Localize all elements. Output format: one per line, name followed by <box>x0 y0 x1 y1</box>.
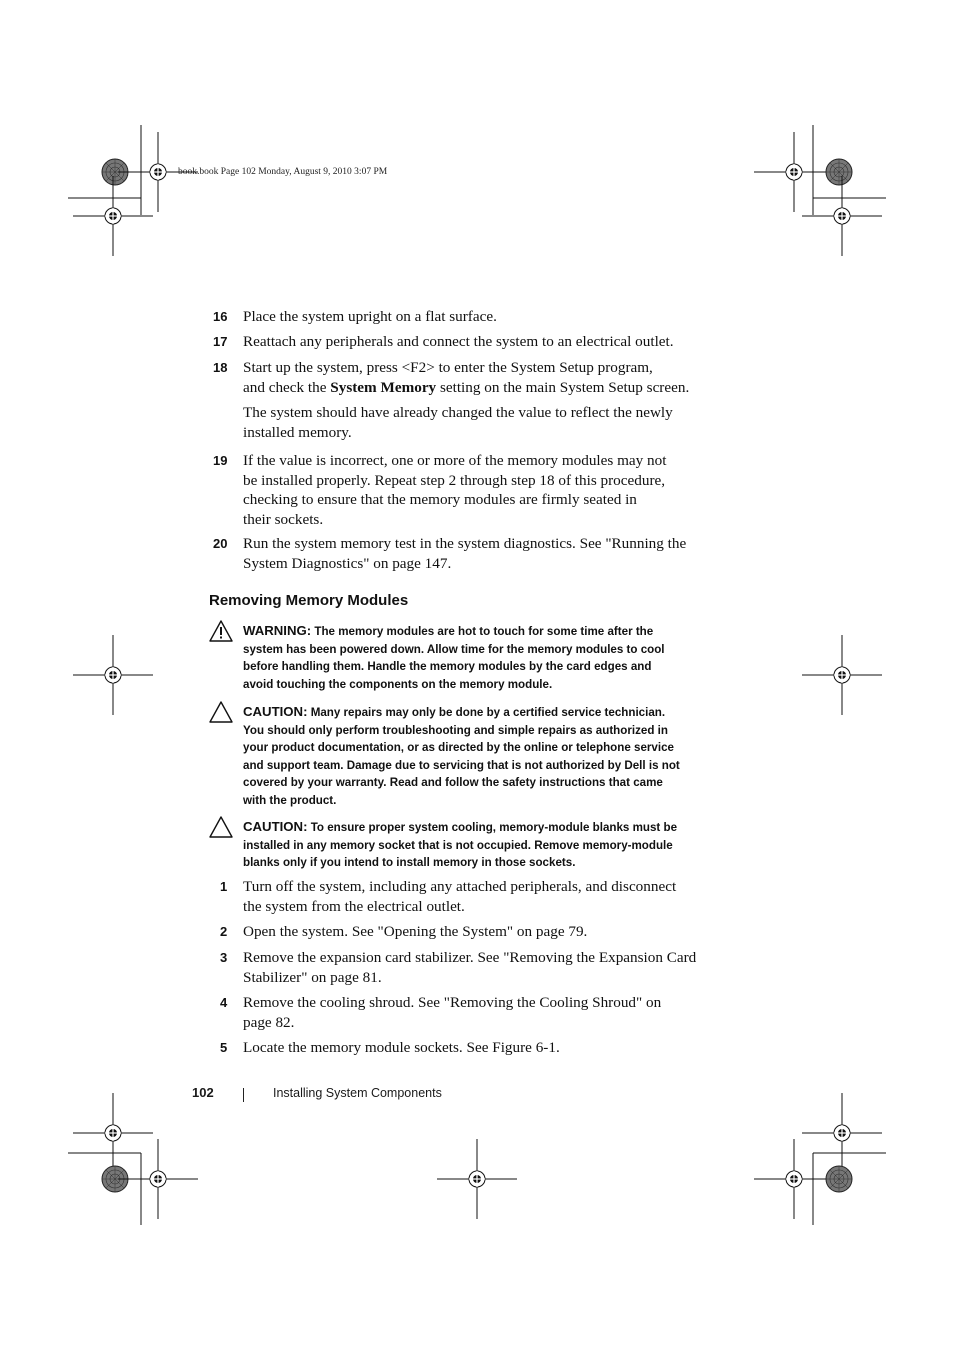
step-line: If the value is incorrect, one or more of the memory modules may not <box>243 452 667 469</box>
step-number: 3 <box>220 950 228 965</box>
step-line: Locate the memory module sockets. See Figure 6-1. <box>243 1039 560 1056</box>
caution-icon <box>208 700 234 724</box>
step-line: the system from the electrical outlet. <box>243 897 465 915</box>
step-line: Remove the cooling shroud. See "Removing the Cooling Shroud" on <box>243 994 662 1011</box>
step-line: Start up the system, press <F2> to enter the System Setup program, <box>243 359 653 376</box>
step-text <box>243 451 666 529</box>
step-line: Place the system upright on a flat surface. <box>243 308 497 325</box>
step-line: Remove the expansion card stabilizer. See "Removing the Expansion Card <box>243 949 697 966</box>
step-text <box>243 922 587 942</box>
step-line: Turn off the system, including any attached peripherals, and disconnect <box>243 878 677 895</box>
notice-line <box>243 703 713 722</box>
notice-line: installed in any memory socket that is not occupied. Remove memory-module <box>243 838 673 852</box>
step-line: Stabilizer" on page 81. <box>243 968 382 986</box>
step-line: System Diagnostics" on page 147. <box>243 554 452 572</box>
step-line <box>243 378 689 398</box>
step-text <box>243 534 686 573</box>
step-line: Reattach any peripherals and connect the system to an electrical outlet. <box>243 333 674 350</box>
print-header: book.book Page 102 Monday, August 9, 2010 3:07 PM <box>178 167 388 177</box>
step-line: The system should have already changed the value to reflect the newly <box>243 404 673 421</box>
step-number: 1 <box>220 879 228 894</box>
notice-line: before handling them. Handle the memory modules by the card edges and <box>243 660 652 673</box>
text-run: To ensure proper system cooling, memory-module blanks must be <box>307 821 678 834</box>
step-number: 16 <box>213 309 228 324</box>
step-text <box>243 332 674 352</box>
step-number: 4 <box>220 995 228 1010</box>
section-heading: Removing Memory Modules <box>209 592 409 609</box>
notice-line <box>243 818 713 837</box>
notice-line: with the product. <box>243 793 337 807</box>
setting-name: System Memory <box>330 378 437 396</box>
step-number: 2 <box>220 924 228 939</box>
step-line: checking to ensure that the memory modules are firmly seated in <box>243 491 637 508</box>
notice-label: WARNING: <box>243 623 312 638</box>
notice-line: covered by your warranty. Read and follow the safety instructions that came <box>243 776 663 789</box>
caution-icon <box>208 815 234 839</box>
notice-line <box>243 622 713 641</box>
step-line: be installed properly. Repeat step 2 through step 18 of this procedure, <box>243 471 666 489</box>
step-text <box>243 1038 560 1058</box>
notice-line: blanks only if you intend to install memory in those sockets. <box>243 856 576 869</box>
notice-label: CAUTION: <box>243 819 308 834</box>
step-text <box>243 948 696 987</box>
text-run: and check the <box>243 378 331 396</box>
step-number: 18 <box>213 360 228 375</box>
step-number: 19 <box>213 453 228 468</box>
notice-line: system has been powered down. Allow time for the memory modules to cool <box>243 642 665 656</box>
step-line: their sockets. <box>243 510 324 528</box>
chapter-title: Installing System Components <box>273 1086 442 1100</box>
notice-line: avoid touching the components on the memory module. <box>243 677 553 691</box>
step-number: 5 <box>220 1040 228 1055</box>
caution-notice <box>243 818 713 872</box>
step-text <box>243 877 676 916</box>
step-text <box>243 993 661 1032</box>
step-note <box>243 403 673 442</box>
step-text <box>243 307 497 327</box>
step-line: page 82. <box>243 1013 295 1031</box>
step-text <box>243 358 689 397</box>
page-number: 102 <box>192 1085 214 1100</box>
step-line: Run the system memory test in the system diagnostics. See "Running the <box>243 535 687 552</box>
step-number: 20 <box>213 536 228 551</box>
step-line: installed memory. <box>243 423 352 441</box>
step-number: 17 <box>213 334 228 349</box>
text-run: setting on the main System Setup screen. <box>436 378 690 396</box>
notice-line: your product documentation, or as directed by the online or telephone service <box>243 741 674 754</box>
notice-label: CAUTION: <box>243 704 308 719</box>
footer-divider <box>243 1088 244 1102</box>
notice-line: and support team. Damage due to servicing that is not authorized by Dell is not <box>243 758 680 772</box>
warning-icon <box>208 619 234 643</box>
notice-line: You should only perform troubleshooting and simple repairs as authorized in <box>243 723 668 737</box>
text-run: The memory modules are hot to touch for some time after the <box>311 625 654 638</box>
text-run: Many repairs may only be done by a certified service technician. <box>307 706 666 719</box>
warning-notice <box>243 622 713 693</box>
caution-notice <box>243 703 713 809</box>
step-line: Open the system. See "Opening the System" on page 79. <box>243 923 588 940</box>
